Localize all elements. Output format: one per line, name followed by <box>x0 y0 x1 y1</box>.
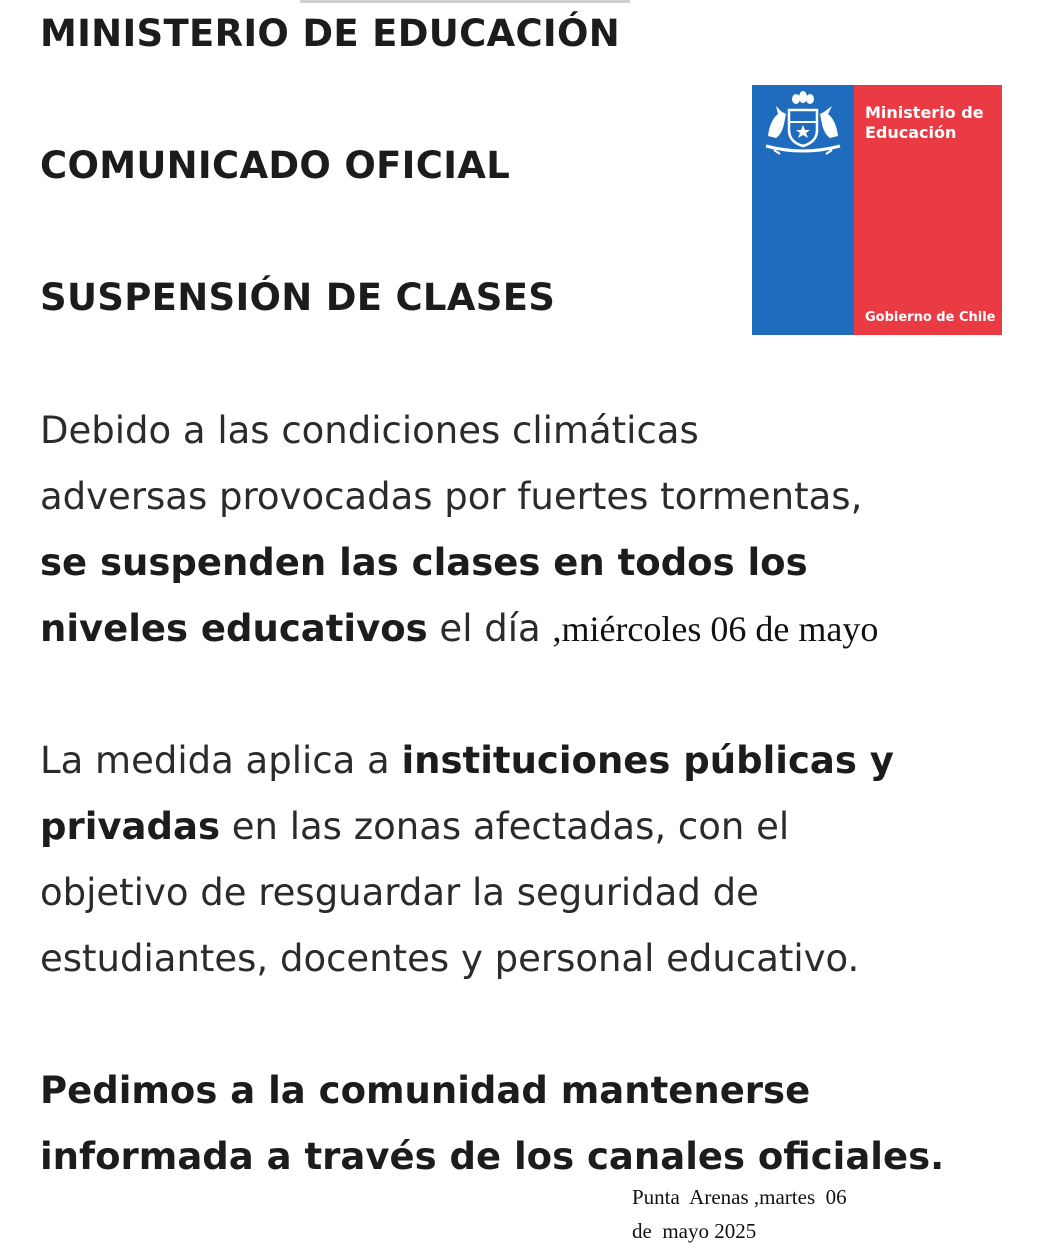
emphasis-text: se suspenden las clases en todos los <box>40 541 808 584</box>
body-text: La medida aplica a <box>40 739 402 782</box>
document-type-heading: COMUNICADO OFICIAL <box>40 144 511 187</box>
logo-red-panel <box>854 85 1002 335</box>
top-divider <box>300 0 630 3</box>
emphasis-text: niveles educativos <box>40 607 428 650</box>
logo-government-label: Gobierno de Chile <box>865 310 996 325</box>
signature-line: de mayo 2025 <box>632 1219 757 1243</box>
body-text: el día <box>427 607 553 650</box>
logo-ministry-label: Ministerio de Educación <box>865 103 984 142</box>
body-text: en las zonas afectadas, con el <box>219 805 790 848</box>
logo-blue-panel <box>752 85 854 335</box>
subject-heading: SUSPENSIÓN DE CLASES <box>40 276 556 319</box>
scope-paragraph <box>40 728 894 992</box>
paragraph-line: adversas provocadas por fuertes tormentas, <box>40 475 863 518</box>
paragraph-line <box>40 596 878 662</box>
date-text: ,miércoles 06 de mayo <box>552 609 879 649</box>
suspension-paragraph <box>40 398 878 662</box>
ministry-heading: MINISTERIO DE EDUCACIÓN <box>40 12 621 55</box>
place-date-signature <box>632 1180 847 1248</box>
paragraph-line: Pedimos a la comunidad mantenerse <box>40 1069 811 1112</box>
emphasis-text: instituciones públicas y <box>401 739 894 782</box>
closing-paragraph <box>40 1058 944 1190</box>
signature-line: Punta Arenas ,martes 06 <box>632 1185 847 1209</box>
paragraph-line: Debido a las condiciones climáticas <box>40 409 699 452</box>
paragraph-line <box>40 794 894 860</box>
paragraph-line: estudiantes, docentes y personal educativo. <box>40 937 860 980</box>
coat-of-arms-icon <box>760 90 846 158</box>
paragraph-line <box>40 728 894 794</box>
ministry-logo <box>752 85 1002 335</box>
emphasis-text: privadas <box>40 805 220 848</box>
paragraph-line: objetivo de resguardar la seguridad de <box>40 871 759 914</box>
paragraph-line: informada a través de los canales oficiales. <box>40 1135 945 1178</box>
paragraph-line <box>40 530 878 596</box>
